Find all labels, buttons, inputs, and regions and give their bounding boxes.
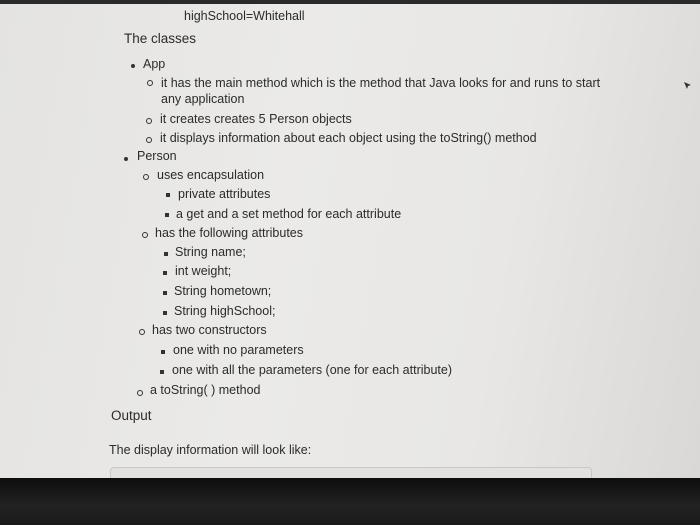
attributes-label: has the following attributes	[155, 226, 304, 240]
attribute-item: String name;	[175, 245, 246, 259]
bullet-square-icon	[166, 193, 170, 197]
bullet-circle-icon	[146, 118, 152, 124]
bullet-circle-icon	[142, 232, 148, 238]
bullet-square-icon	[163, 271, 167, 275]
app-item-1-cont: any application	[161, 92, 245, 106]
app-label: App	[143, 57, 166, 71]
app-item-2: it creates creates 5 Person objects	[160, 112, 352, 126]
attribute-item: int weight;	[175, 264, 232, 278]
tostring-item: a toString( ) method	[150, 383, 261, 397]
enc-item-2: a get and a set method for each attribute	[176, 207, 402, 221]
classes-heading: The classes	[124, 31, 197, 46]
bullet-square-icon	[163, 291, 167, 295]
display-text: The display information will look like:	[109, 443, 312, 457]
header-line: highSchool=Whitehall	[184, 9, 305, 23]
constructor-item: one with all the parameters (one for each attribute)	[172, 363, 453, 377]
constructors-label: has two constructors	[152, 323, 267, 337]
bullet-circle-icon	[137, 390, 143, 396]
bullet-disc-icon	[131, 64, 135, 68]
attribute-item: String highSchool;	[174, 304, 276, 318]
attribute-item: String hometown;	[174, 284, 272, 298]
top-edge	[0, 0, 700, 4]
person-label: Person	[137, 149, 177, 163]
screen-bezel	[0, 478, 700, 525]
bullet-square-icon	[160, 370, 164, 374]
bullet-disc-icon	[124, 157, 128, 161]
encapsulation-item: uses encapsulation	[157, 168, 265, 182]
bullet-circle-icon	[139, 329, 145, 335]
output-box	[110, 467, 592, 478]
enc-item-1: private attributes	[178, 187, 271, 201]
app-item-1: it has the main method which is the method that Java looks for and runs to start	[161, 76, 601, 90]
bullet-square-icon	[165, 213, 169, 217]
cursor-arrow-icon	[683, 80, 693, 90]
bullet-circle-icon	[143, 174, 149, 180]
bullet-square-icon	[164, 252, 168, 256]
bullet-circle-icon	[147, 80, 153, 86]
constructor-item: one with no parameters	[173, 343, 304, 357]
bullet-square-icon	[161, 350, 165, 354]
bullet-square-icon	[163, 311, 167, 315]
output-heading: Output	[111, 408, 152, 423]
app-item-3: it displays information about each object using the toString() method	[160, 131, 537, 145]
bullet-circle-icon	[146, 137, 152, 143]
